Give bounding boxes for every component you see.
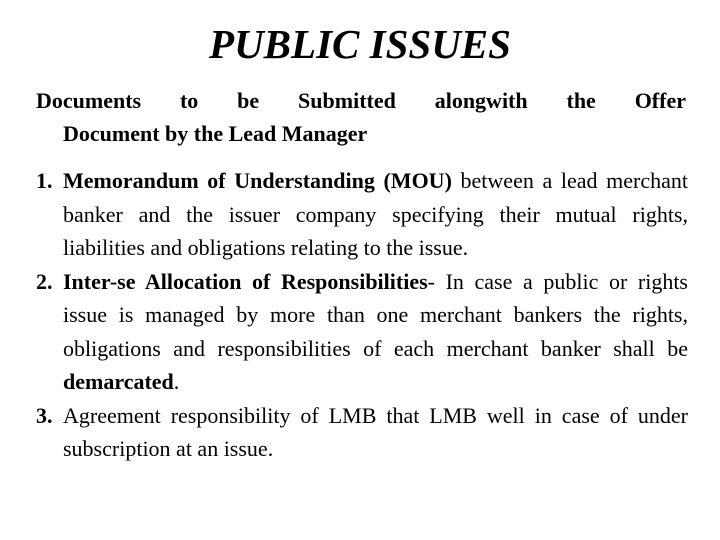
list-item-text: - In case a public or rights issue is managed by more than one merchant bankers the rights, obligations and responsibilities of each merchant banker shall be <box>63 268 688 361</box>
list-item-2 <box>36 265 688 399</box>
list-item-number: 2. <box>36 268 53 294</box>
documents-list <box>36 164 688 466</box>
list-item-text: between a lead merchant banker and the issuer company specifying their mutual rights, liabilities and obligations relating to the issue. <box>63 168 688 260</box>
list-item-number: 1. <box>36 168 53 193</box>
subheading-line-2: Document by the Lead Manager <box>63 121 368 146</box>
slide-title: PUBLIC ISSUES <box>209 21 511 67</box>
list-item-3 <box>36 399 688 466</box>
list-item-bold-end: demarcated <box>63 369 174 394</box>
subheading <box>36 84 686 150</box>
list-item-1 <box>36 164 688 265</box>
list-item-end: . <box>173 369 180 394</box>
list-item-text: Agreement responsibility of LMB that LMB well in case of under subscription at an issue. <box>63 402 688 461</box>
list-item-number: 3. <box>36 402 53 428</box>
list-item-bold-text: Memorandum of Understanding (MOU) <box>63 168 452 193</box>
subheading-line-1: Documents to be Submitted alongwith the Offer <box>36 88 686 113</box>
list-item-bold-text: Inter-se Allocation of Responsibilities <box>63 268 428 294</box>
